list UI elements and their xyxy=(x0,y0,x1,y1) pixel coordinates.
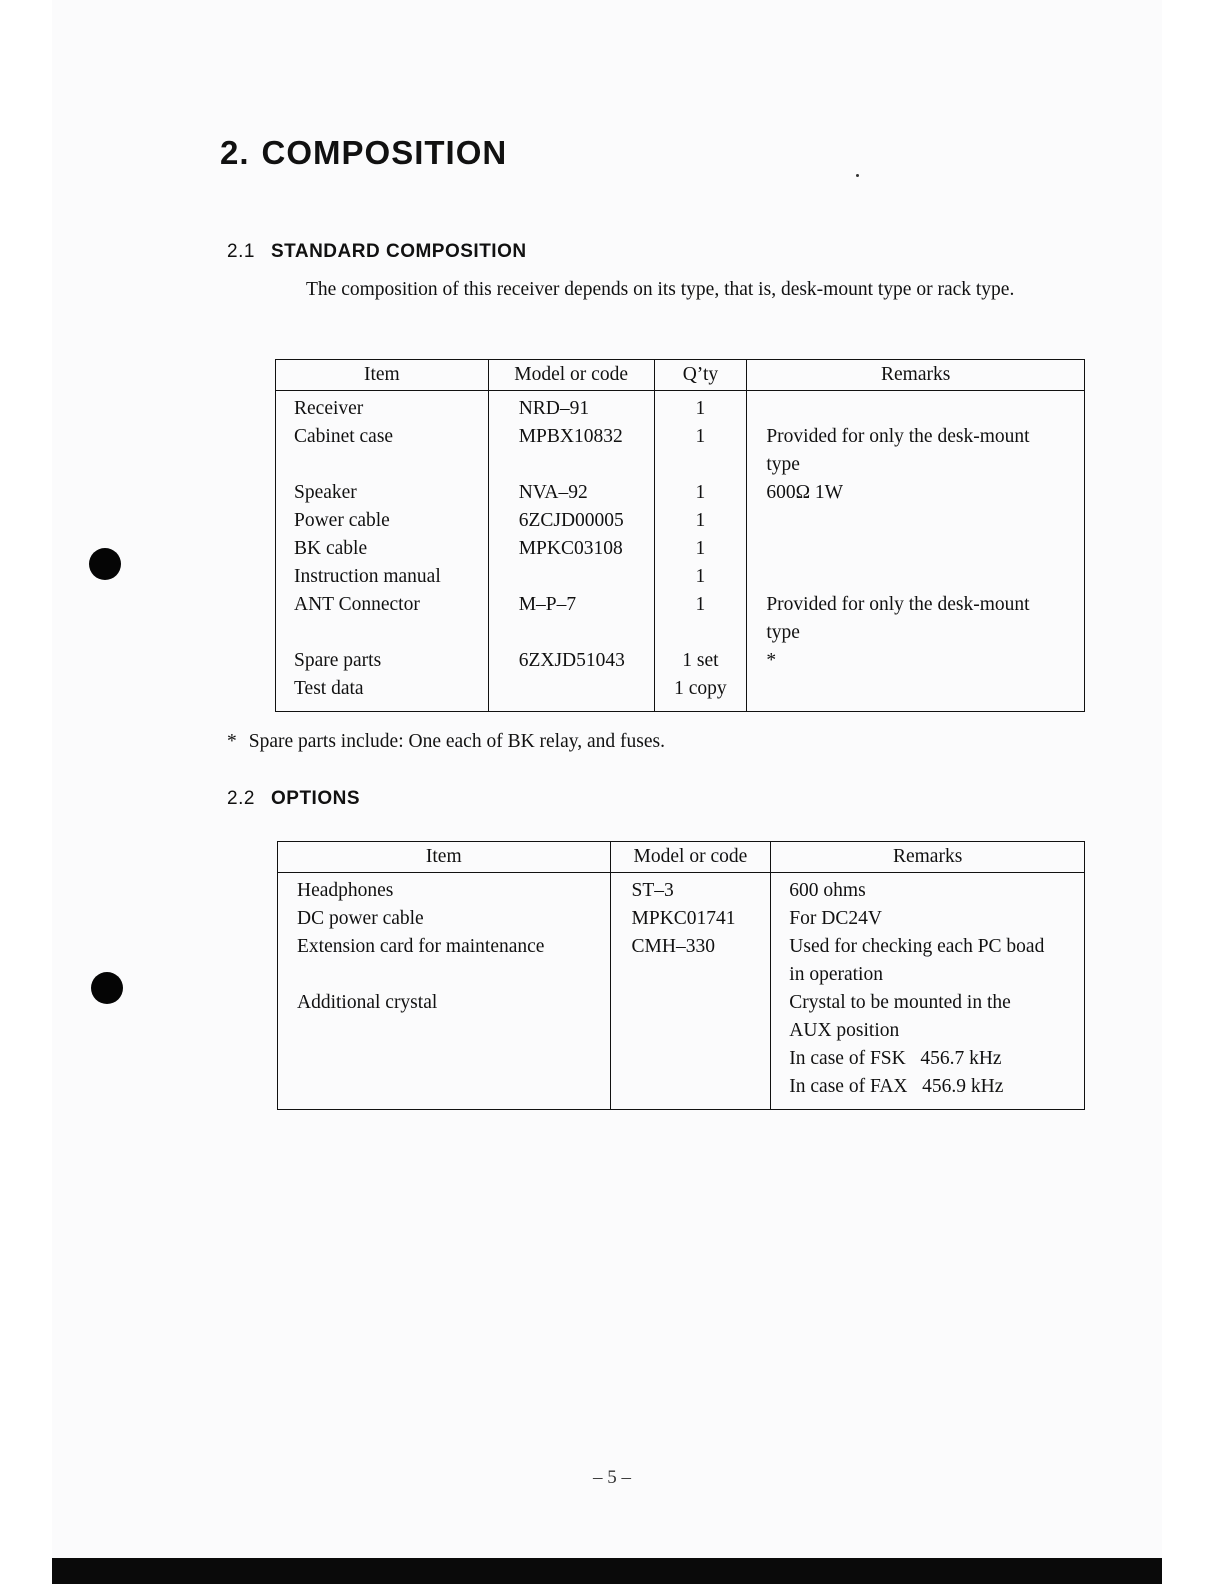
binder-hole-top xyxy=(89,548,121,580)
table-body-row xyxy=(278,873,1085,1110)
header-remarks: Remarks xyxy=(747,360,1085,391)
section-number: 2.2 xyxy=(227,788,255,809)
item-cell: Receiver xyxy=(294,398,364,419)
remarks-cell: 600 ohms xyxy=(789,880,866,901)
intro-paragraph: The composition of this receiver depends on its type, that is, desk-mount type or rack type. xyxy=(306,279,1015,300)
item-cell: Power cable xyxy=(294,510,390,531)
item-cell: Test data xyxy=(294,678,364,699)
options-table xyxy=(277,841,1085,1110)
model-cell: M–P–7 xyxy=(518,594,577,615)
item-cell: DC power cable xyxy=(297,908,424,929)
table-header-row xyxy=(276,360,1085,391)
qty-cell: 1 xyxy=(695,594,706,615)
binder-hole-bottom xyxy=(91,972,123,1004)
scan-bottom-edge xyxy=(52,1558,1162,1584)
remarks-cell: Used for checking each PC boad xyxy=(789,936,1045,957)
qty-cell: 1 xyxy=(695,510,706,531)
model-cell: MPBX10832 xyxy=(518,426,623,447)
remarks-cell: For DC24V xyxy=(789,908,882,929)
qty-cell: 1 xyxy=(695,426,706,447)
spare-parts-footnote xyxy=(227,731,665,753)
item-cell: Additional crystal xyxy=(297,992,438,1013)
item-cell: Spare parts xyxy=(294,650,382,671)
footnote-text: Spare parts include: One each of BK relay, and fuses. xyxy=(248,731,665,752)
model-cell: MPKC01741 xyxy=(631,908,736,929)
item-column xyxy=(278,873,611,1110)
item-column xyxy=(276,391,489,712)
item-cell: Headphones xyxy=(297,880,394,901)
remarks-cell: in operation xyxy=(789,964,883,985)
remarks-cell: Provided for only the desk-mount xyxy=(766,426,1030,447)
page-scan xyxy=(52,0,1162,1584)
model-cell xyxy=(519,675,654,703)
item-cell: Instruction manual xyxy=(294,566,441,587)
header-item: Item xyxy=(276,360,489,391)
remarks-cell: Provided for only the desk-mount xyxy=(766,594,1030,615)
qty-cell: 1 copy xyxy=(674,678,727,699)
model-cell xyxy=(519,563,654,591)
section-title: STANDARD COMPOSITION xyxy=(271,241,527,262)
remarks-cell xyxy=(766,563,1084,591)
header-remarks: Remarks xyxy=(771,842,1085,873)
remarks-column xyxy=(771,873,1085,1110)
model-cell: NVA–92 xyxy=(518,482,588,503)
standard-composition-table xyxy=(275,359,1085,712)
header-item: Item xyxy=(278,842,611,873)
chapter-number: 2. xyxy=(220,134,250,171)
table-header-row xyxy=(278,842,1085,873)
remarks-cell xyxy=(766,535,1084,563)
page-number: – 5 – xyxy=(593,1467,631,1488)
table-body-row xyxy=(276,391,1085,712)
remarks-cell: * xyxy=(766,650,777,671)
chapter-title: COMPOSITION xyxy=(261,134,508,171)
section-heading-options xyxy=(227,788,360,810)
item-cell: Extension card for maintenance xyxy=(297,936,545,957)
qty-cell: 1 xyxy=(695,398,706,419)
chapter-heading xyxy=(220,134,507,172)
remarks-cell xyxy=(766,395,1084,423)
section-heading-standard xyxy=(227,241,527,263)
model-cell xyxy=(632,989,771,1017)
remarks-cell: AUX position xyxy=(789,1020,900,1041)
remarks-cell: 600Ω 1W xyxy=(766,482,844,503)
model-cell: 6ZXJD51043 xyxy=(518,650,625,671)
remarks-cell: Crystal to be mounted in the xyxy=(789,992,1011,1013)
model-column xyxy=(488,391,654,712)
scan-speck xyxy=(856,174,859,177)
footnote-mark: * xyxy=(227,731,237,752)
section-title: OPTIONS xyxy=(271,788,361,809)
model-column xyxy=(610,873,771,1110)
item-cell: Speaker xyxy=(294,482,357,503)
header-qty: Q’ty xyxy=(654,360,747,391)
model-cell: ST–3 xyxy=(631,880,674,901)
model-cell: MPKC03108 xyxy=(518,538,623,559)
remarks-column xyxy=(747,391,1085,712)
remarks-cell: type xyxy=(766,454,800,475)
section-number: 2.1 xyxy=(227,241,255,262)
item-cell: ANT Connector xyxy=(294,594,420,615)
remarks-cell xyxy=(766,675,1084,703)
remarks-cell xyxy=(766,507,1084,535)
qty-cell: 1 set xyxy=(682,650,719,671)
model-cell: CMH–330 xyxy=(631,936,715,957)
qty-cell: 1 xyxy=(695,538,706,559)
qty-cell: 1 xyxy=(695,482,706,503)
model-cell: NRD–91 xyxy=(518,398,590,419)
item-cell: BK cable xyxy=(294,538,368,559)
model-cell: 6ZCJD00005 xyxy=(518,510,624,531)
remarks-cell: type xyxy=(766,622,800,643)
qty-cell: 1 xyxy=(695,566,706,587)
header-model: Model or code xyxy=(610,842,771,873)
item-cell: Cabinet case xyxy=(294,426,394,447)
header-model: Model or code xyxy=(488,360,654,391)
remarks-cell: In case of FSK 456.7 kHz xyxy=(789,1048,1002,1069)
remarks-cell: In case of FAX 456.9 kHz xyxy=(789,1076,1004,1097)
qty-column xyxy=(654,391,747,712)
